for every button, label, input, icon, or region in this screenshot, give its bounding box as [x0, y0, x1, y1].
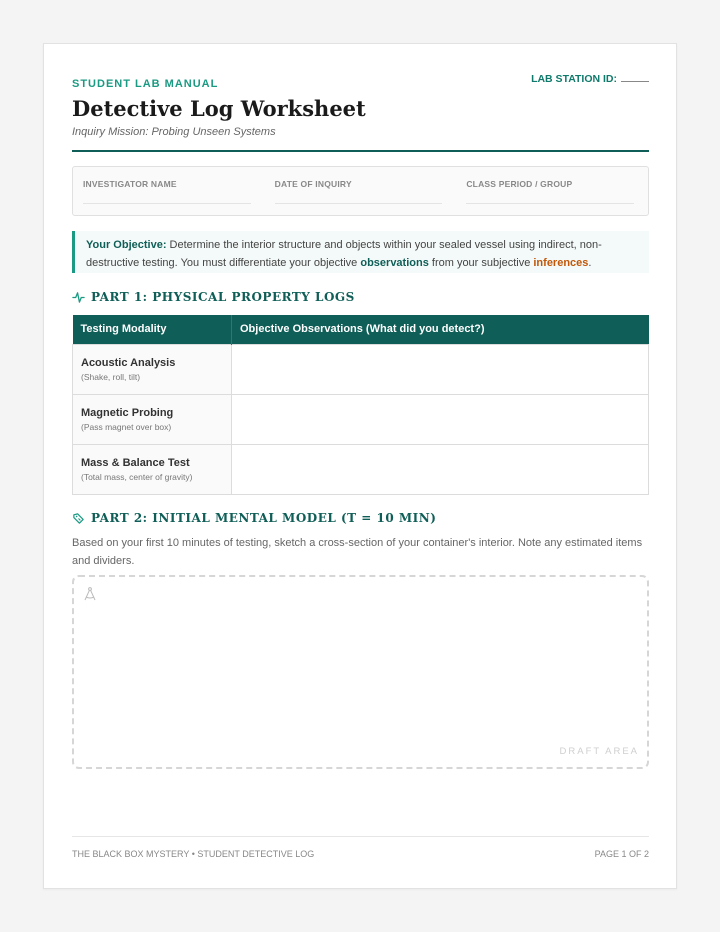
- property-log-table: [72, 315, 649, 495]
- modality-name: Acoustic Analysis: [81, 356, 176, 369]
- part2-heading-text: PART 2: INITIAL MENTAL MODEL (T = 10 MIN): [91, 511, 437, 525]
- table-row: [73, 444, 649, 494]
- modality-name: Magnetic Probing: [81, 406, 174, 419]
- modality-cell: [73, 394, 232, 444]
- table-header-row: [73, 315, 649, 344]
- table-row: [73, 344, 649, 394]
- observation-cell[interactable]: [232, 394, 649, 444]
- draft-area-label: DRAFT AREA: [559, 746, 639, 757]
- class-period-label: CLASS PERIOD / GROUP: [466, 179, 573, 189]
- part2-instructions: Based on your first 10 minutes of testing, sketch a cross-section of your container's interior. Note any estimated items and dividers.: [72, 537, 643, 567]
- investigator-name-label: INVESTIGATOR NAME: [83, 179, 177, 189]
- footer-title: THE BLACK BOX MYSTERY • STUDENT DETECTIVE LOG: [72, 849, 315, 859]
- investigator-name-line[interactable]: [83, 203, 251, 204]
- part1-heading-text: PART 1: PHYSICAL PROPERTY LOGS: [91, 290, 355, 304]
- date-of-inquiry-line[interactable]: [275, 203, 443, 204]
- objective-callout: [72, 231, 649, 273]
- modality-hint: (Pass magnet over box): [81, 421, 172, 432]
- objective-text-2: from your subjective: [428, 257, 534, 269]
- modality-hint: (Total mass, center of gravity): [81, 471, 193, 482]
- part1-heading: [72, 290, 355, 304]
- pencil-ruler-icon: [72, 512, 85, 525]
- objective-inferences: inferences: [533, 257, 589, 269]
- student-info-box: [72, 166, 649, 216]
- manual-label: STUDENT LAB MANUAL: [72, 78, 219, 90]
- modality-cell: [73, 344, 232, 394]
- worksheet-header: [72, 44, 649, 152]
- pulse-icon: [72, 291, 85, 304]
- column-header-observations: Objective Observations (What did you detect?): [232, 315, 649, 344]
- lab-station-label: LAB STATION ID:: [531, 73, 617, 85]
- objective-observations: observations: [360, 257, 429, 269]
- date-of-inquiry-label: DATE OF INQUIRY: [274, 179, 352, 189]
- observation-cell[interactable]: [232, 444, 649, 494]
- modality-name: Mass & Balance Test: [81, 456, 190, 469]
- modality-hint: (Shake, roll, tilt): [81, 371, 141, 382]
- sketch-area[interactable]: [72, 575, 649, 769]
- class-period-field[interactable]: [456, 167, 648, 215]
- class-period-line[interactable]: [466, 203, 634, 204]
- lab-station-id[interactable]: [531, 73, 649, 85]
- modality-cell: [73, 444, 232, 494]
- compass-icon: [82, 586, 98, 602]
- table-row: [73, 394, 649, 444]
- page-content: [72, 44, 649, 888]
- date-of-inquiry-field[interactable]: [265, 167, 457, 215]
- page-subtitle: Inquiry Mission: Probing Unseen Systems: [72, 126, 276, 138]
- page-title: Detective Log Worksheet: [72, 96, 366, 121]
- column-header-modality: Testing Modality: [73, 315, 232, 344]
- page-number: PAGE 1 OF 2: [594, 849, 649, 859]
- objective-lead: Your Objective:: [86, 239, 167, 251]
- page-footer: [72, 836, 649, 859]
- objective-text-1: Determine the interior structure and objects within your sealed vessel using indirect, non-destructive testing. You must differentiate your objective: [86, 239, 602, 269]
- observation-cell[interactable]: [232, 344, 649, 394]
- part2-heading: [72, 511, 436, 525]
- worksheet-page: [43, 43, 677, 889]
- investigator-name-field[interactable]: [73, 167, 265, 215]
- objective-text-3: .: [588, 257, 592, 269]
- lab-station-blank[interactable]: [621, 73, 649, 82]
